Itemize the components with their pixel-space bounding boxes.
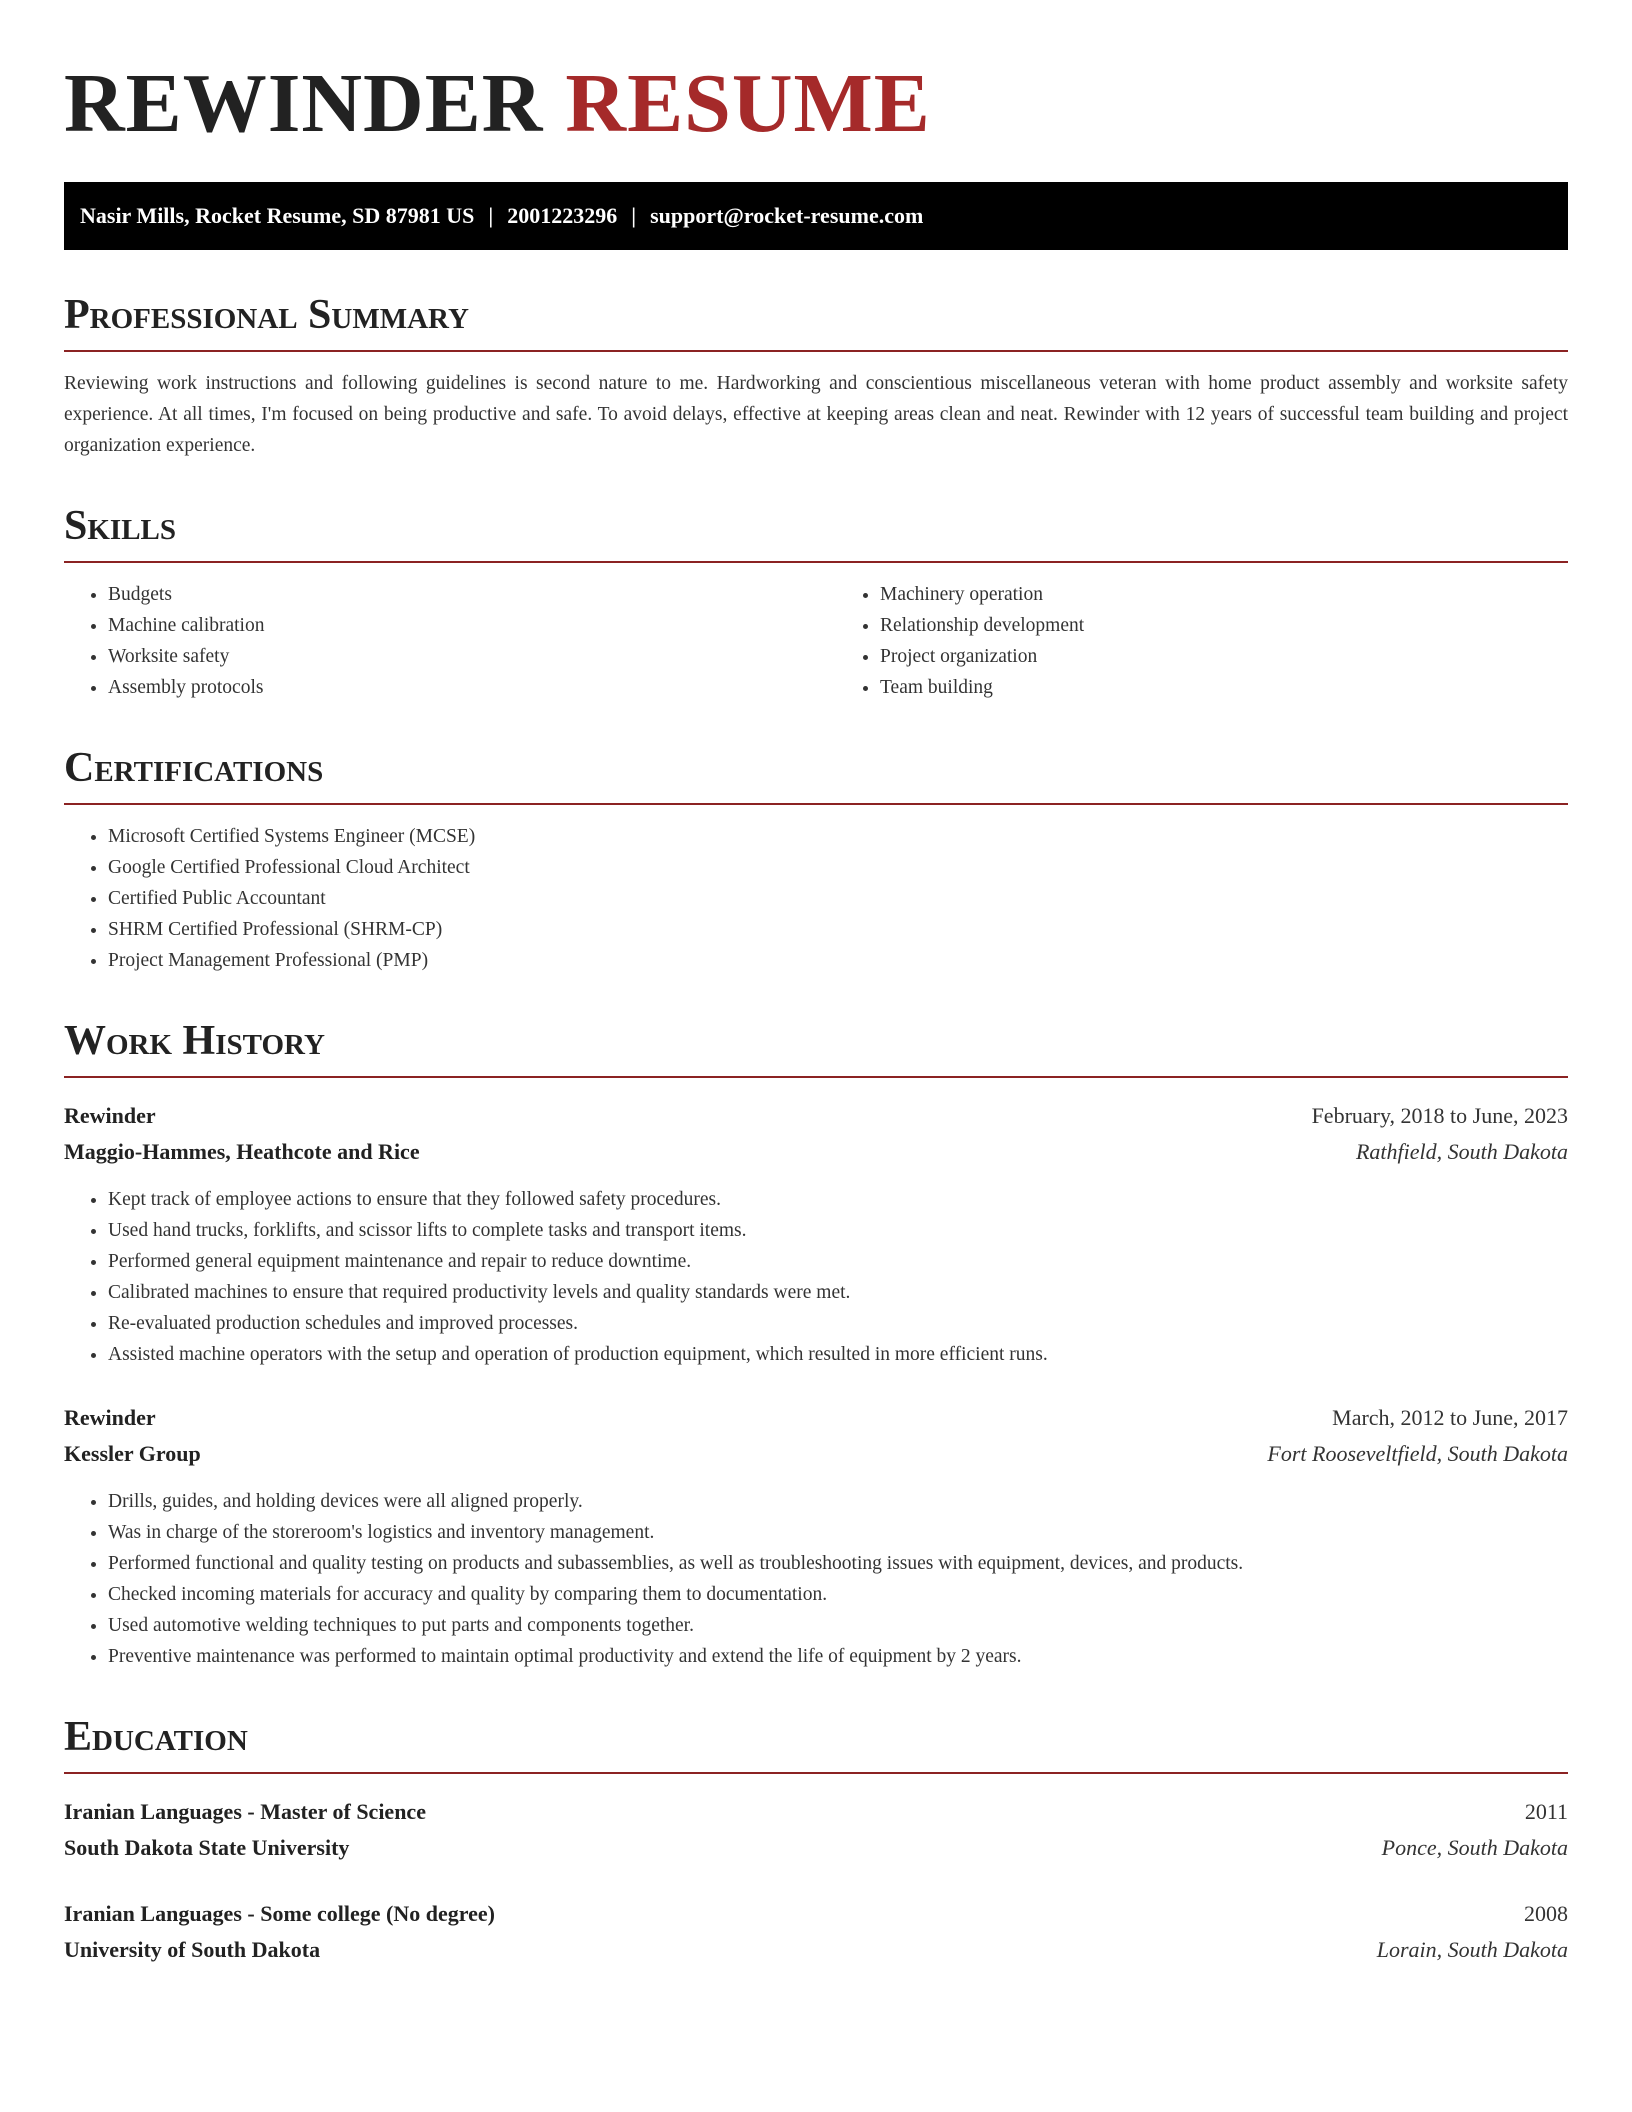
job-header-row <box>64 1098 1568 1134</box>
section-title-work-history: Work History <box>64 1020 1568 1078</box>
certification-item: • Certified Public Accountant <box>108 883 1568 914</box>
job-bullet: • Performed general equipment maintenance and repair to reduce downtime. <box>108 1246 1568 1277</box>
job-bullet: • Assisted machine operators with the setup and operation of production equipment, which resulted in more efficient runs. <box>108 1339 1568 1370</box>
skill-item: • Machine calibration <box>108 610 796 641</box>
skill-item: • Machinery operation <box>880 579 1568 610</box>
resume-name <box>64 57 1568 150</box>
job-bullet: • Calibrated machines to ensure that required productivity levels and quality standards were met. <box>108 1277 1568 1308</box>
section-title-summary: Professional Summary <box>64 294 1568 352</box>
certification-item: • Project Management Professional (PMP) <box>108 945 1568 976</box>
contact-bar <box>64 182 1568 250</box>
skills-list-right <box>836 579 1568 703</box>
job-location: Fort Rooseveltfield, South Dakota <box>1267 1441 1568 1466</box>
contact-separator: | <box>631 203 637 228</box>
education-location: Lorain, South Dakota <box>1376 1937 1568 1962</box>
job-role: Rewinder <box>64 1405 156 1430</box>
certification-item: • Microsoft Certified Systems Engineer (MCSE) <box>108 821 1568 852</box>
skill-item: • Team building <box>880 672 1568 703</box>
skill-item: • Budgets <box>108 579 796 610</box>
job-bullet: • Kept track of employee actions to ensure that they followed safety procedures. <box>108 1184 1568 1215</box>
summary-text: Reviewing work instructions and following guidelines is second nature to me. Hardworking and conscientious miscellaneous veteran with home product assembly and worksite safety experience. At all times, I'm focused on being productive and safe. To avoid delays, effective at keeping areas clean and neat. Rewinder with 12 years of successful team building and project organization experience. <box>64 373 1568 456</box>
job-bullets <box>64 1486 1568 1672</box>
job-bullet: • Re-evaluated production schedules and improved processes. <box>108 1308 1568 1339</box>
certifications-section <box>64 747 1568 976</box>
job-company-row <box>64 1134 1568 1170</box>
education-entry <box>64 1794 1568 1866</box>
job-bullet: • Was in charge of the storeroom's logistics and inventory management. <box>108 1517 1568 1548</box>
education-section <box>64 1716 1568 1968</box>
job-company-row <box>64 1436 1568 1472</box>
skill-item: • Worksite safety <box>108 641 796 672</box>
name-first: REWINDER <box>64 57 544 150</box>
work-history-section <box>64 1020 1568 1672</box>
section-title-education: Education <box>64 1716 1568 1774</box>
section-title-certifications: Certifications <box>64 747 1568 805</box>
contact-phone: 2001223296 <box>507 203 618 228</box>
education-school: South Dakota State University <box>64 1835 350 1860</box>
certification-item: • Google Certified Professional Cloud Architect <box>108 852 1568 883</box>
skills-section <box>64 505 1568 703</box>
skills-list-left <box>64 579 796 703</box>
job-bullet: • Preventive maintenance was performed to maintain optimal productivity and extend the life of equipment by 2 years. <box>108 1641 1568 1672</box>
education-degree-row <box>64 1794 1568 1830</box>
contact-separator: | <box>488 203 494 228</box>
job-header-row <box>64 1400 1568 1436</box>
job-entry <box>64 1098 1568 1370</box>
section-title-skills: Skills <box>64 505 1568 563</box>
contact-address: Nasir Mills, Rocket Resume, SD 87981 US <box>80 203 475 228</box>
job-bullets <box>64 1184 1568 1370</box>
job-entry <box>64 1400 1568 1672</box>
certifications-list <box>64 821 1568 976</box>
certification-item: • SHRM Certified Professional (SHRM-CP) <box>108 914 1568 945</box>
education-location: Ponce, South Dakota <box>1381 1835 1568 1860</box>
summary-section <box>64 294 1568 461</box>
job-company: Maggio-Hammes, Heathcote and Rice <box>64 1139 420 1164</box>
skill-item: • Relationship development <box>880 610 1568 641</box>
education-year: 2008 <box>1524 1901 1568 1926</box>
education-year: 2011 <box>1524 1799 1568 1824</box>
name-second: RESUME <box>565 57 931 150</box>
education-degree: Iranian Languages - Some college (No degree) <box>64 1901 495 1926</box>
job-bullet: • Used automotive welding techniques to put parts and components together. <box>108 1610 1568 1641</box>
education-degree: Iranian Languages - Master of Science <box>64 1799 426 1824</box>
job-bullet: • Drills, guides, and holding devices were all aligned properly. <box>108 1486 1568 1517</box>
job-dates: February, 2018 to June, 2023 <box>1311 1103 1568 1128</box>
job-bullet: • Checked incoming materials for accuracy and quality by comparing them to documentation. <box>108 1579 1568 1610</box>
education-degree-row <box>64 1896 1568 1932</box>
education-school: University of South Dakota <box>64 1937 321 1962</box>
job-bullet: • Performed functional and quality testing on products and subassemblies, as well as troubleshooting issues with equipment, devices, and products. <box>108 1548 1568 1579</box>
contact-email: support@rocket-resume.com <box>650 203 924 228</box>
skill-item: • Assembly protocols <box>108 672 796 703</box>
job-dates: March, 2012 to June, 2017 <box>1332 1405 1568 1430</box>
job-company: Kessler Group <box>64 1441 201 1466</box>
skills-grid <box>64 563 1568 703</box>
education-school-row <box>64 1932 1568 1968</box>
education-school-row <box>64 1830 1568 1866</box>
skill-item: • Project organization <box>880 641 1568 672</box>
job-role: Rewinder <box>64 1103 156 1128</box>
job-location: Rathfield, South Dakota <box>1355 1139 1568 1164</box>
job-bullet: • Used hand trucks, forklifts, and scissor lifts to complete tasks and transport items. <box>108 1215 1568 1246</box>
education-entry <box>64 1896 1568 1968</box>
